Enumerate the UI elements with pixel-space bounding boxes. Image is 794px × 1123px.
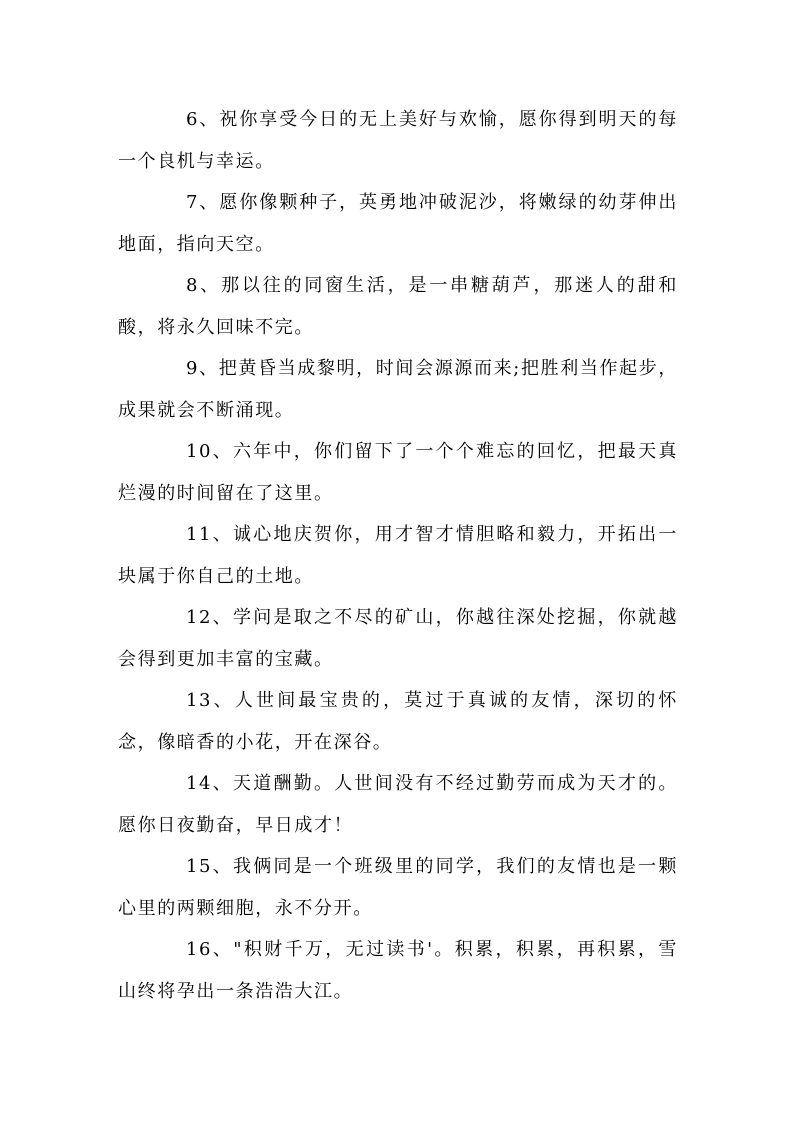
document-body <box>118 99 678 1012</box>
paragraph-14: 14、天道酬勤。人世间没有不经过勤劳而成为天才的。愿你日夜勤奋，早日成才！ <box>118 773 678 836</box>
paragraph-15: 15、我俩同是一个班级里的同学，我们的友情也是一颗心里的两颗细胞，永不分开。 <box>118 856 678 919</box>
paragraph-12: 12、学问是取之不尽的矿山，你越往深处挖掘，你就越会得到更加丰富的宝藏。 <box>118 607 678 670</box>
paragraph-7: 7、愿你像颗种子，英勇地冲破泥沙，将嫩绿的幼芽伸出地面，指向天空。 <box>118 192 678 255</box>
paragraph-9: 9、把黄昏当成黎明，时间会源源而来;把胜利当作起步，成果就会不断涌现。 <box>118 358 678 421</box>
paragraph-6: 6、祝你享受今日的无上美好与欢愉，愿你得到明天的每一个良机与幸运。 <box>118 109 678 172</box>
paragraph-16: 16、"积财千万，无过读书'。积累，积累，再积累，雪山终将孕出一条浩浩大江。 <box>118 939 678 1002</box>
paragraph-8: 8、那以往的同窗生活，是一串糖葫芦，那迷人的甜和酸，将永久回味不完。 <box>118 275 678 338</box>
paragraph-13: 13、人世间最宝贵的，莫过于真诚的友情，深切的怀念，像暗香的小花，开在深谷。 <box>118 690 678 753</box>
paragraph-11: 11、诚心地庆贺你，用才智才情胆略和毅力，开拓出一块属于你自己的土地。 <box>118 524 678 587</box>
paragraph-10: 10、六年中，你们留下了一个个难忘的回忆，把最天真烂漫的时间留在了这里。 <box>118 441 678 504</box>
